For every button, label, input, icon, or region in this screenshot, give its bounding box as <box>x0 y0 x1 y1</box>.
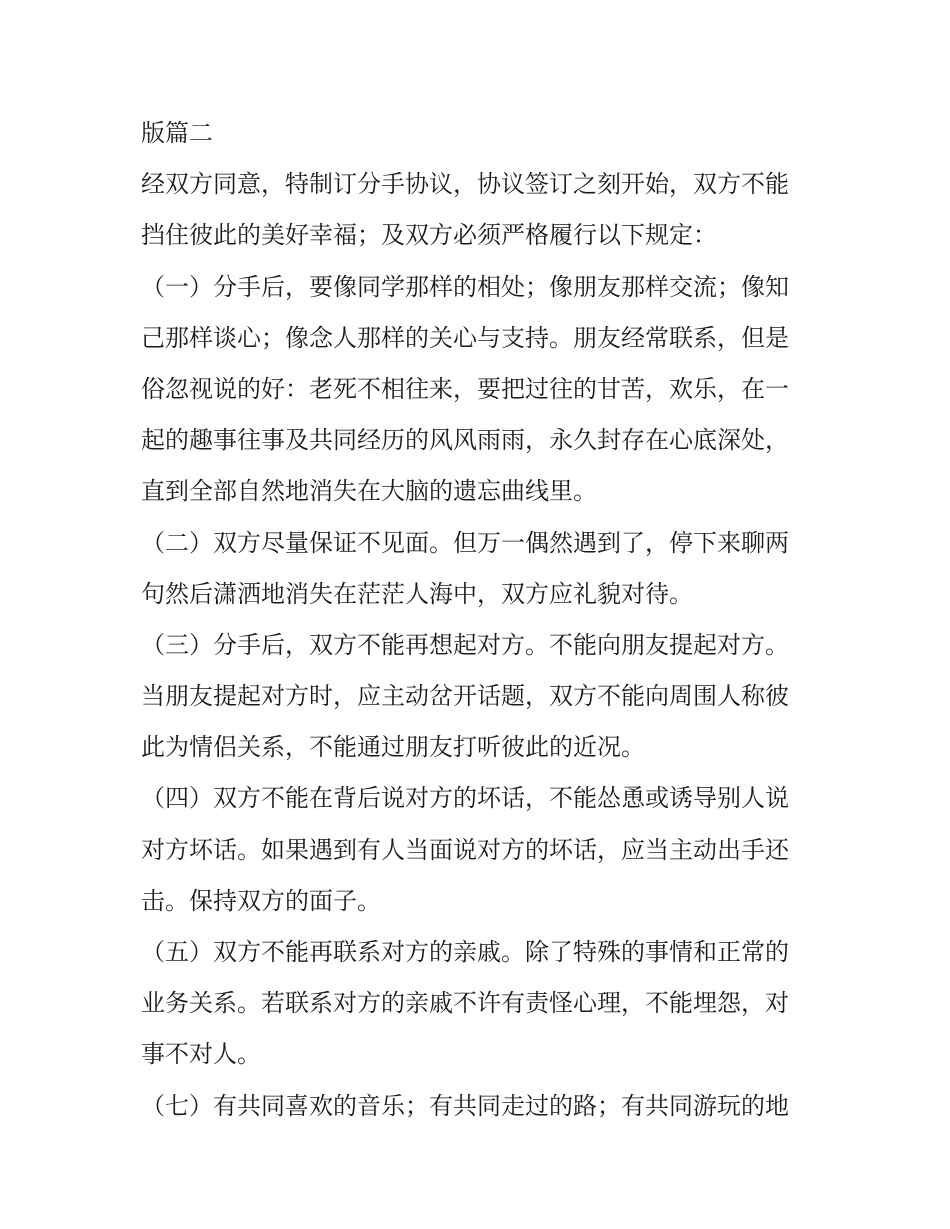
paragraph-clause-5 <box>141 927 816 1081</box>
paragraph-line: 己那样谈心；像念人那样的关心与支持。朋友经常联系，但是 <box>141 323 789 352</box>
paragraph-line: 事不对人。 <box>141 1040 261 1069</box>
paragraph-line: 起的趣事往事及共同经历的风风雨雨，永久封存在心底深处， <box>141 426 789 455</box>
paragraph-line: （四）双方不能在背后说对方的坏话，不能怂恿或诱导别人说 <box>141 784 789 813</box>
paragraph-line: （七）有共同喜欢的音乐；有共同走过的路；有共同游玩的地 <box>141 1091 789 1120</box>
paragraph-line: 经双方同意，特制订分手协议，协议签订之刻开始，双方不能 <box>141 170 789 199</box>
paragraph-clause-7 <box>141 1081 816 1132</box>
paragraph-line: （五）双方不能再联系对方的亲戚。除了特殊的事情和正常的 <box>141 938 789 966</box>
paragraph-clause-4 <box>141 773 816 927</box>
paragraph-clause-1 <box>141 262 816 518</box>
paragraph-line: （二）双方尽量保证不见面。但万一偶然遇到了，停下来聊两 <box>141 528 789 557</box>
paragraph-line: 俗忽视说的好：老死不相往来，要把过往的甘苦，欢乐，在一 <box>141 374 789 403</box>
paragraph-line: 直到全部自然地消失在大脑的遗忘曲线里。 <box>141 477 597 506</box>
document-heading: 版篇二 <box>141 119 213 147</box>
paragraph-line: 此为情侣关系，不能通过朋友打听彼此的近况。 <box>141 733 645 762</box>
paragraph-intro <box>141 159 816 261</box>
paragraph-line: 当朋友提起对方时，应主动岔开话题，双方不能向周围人称彼 <box>141 682 789 711</box>
paragraph-line: （一）分手后，要像同学那样的相处；像朋友那样交流；像知 <box>141 272 789 301</box>
paragraph-clause-3 <box>141 620 816 774</box>
paragraph-clause-2 <box>141 518 816 620</box>
paragraph-line: 击。保持双方的面子。 <box>141 886 381 915</box>
paragraph-line: 业务关系。若联系对方的亲戚不许有责怪心理，不能埋怨，对 <box>141 989 789 1018</box>
paragraph-line: （三）分手后，双方不能再想起对方。不能向朋友提起对方。 <box>141 630 789 659</box>
paragraph-line: 对方坏话。如果遇到有人当面说对方的坏话，应当主动出手还 <box>141 835 789 864</box>
paragraph-line: 句然后潇洒地消失在茫茫人海中，双方应礼貌对待。 <box>141 579 693 608</box>
document-body <box>141 108 816 1132</box>
paragraph-line: 挡住彼此的美好幸福；及双方必须严格履行以下规定： <box>141 221 717 250</box>
